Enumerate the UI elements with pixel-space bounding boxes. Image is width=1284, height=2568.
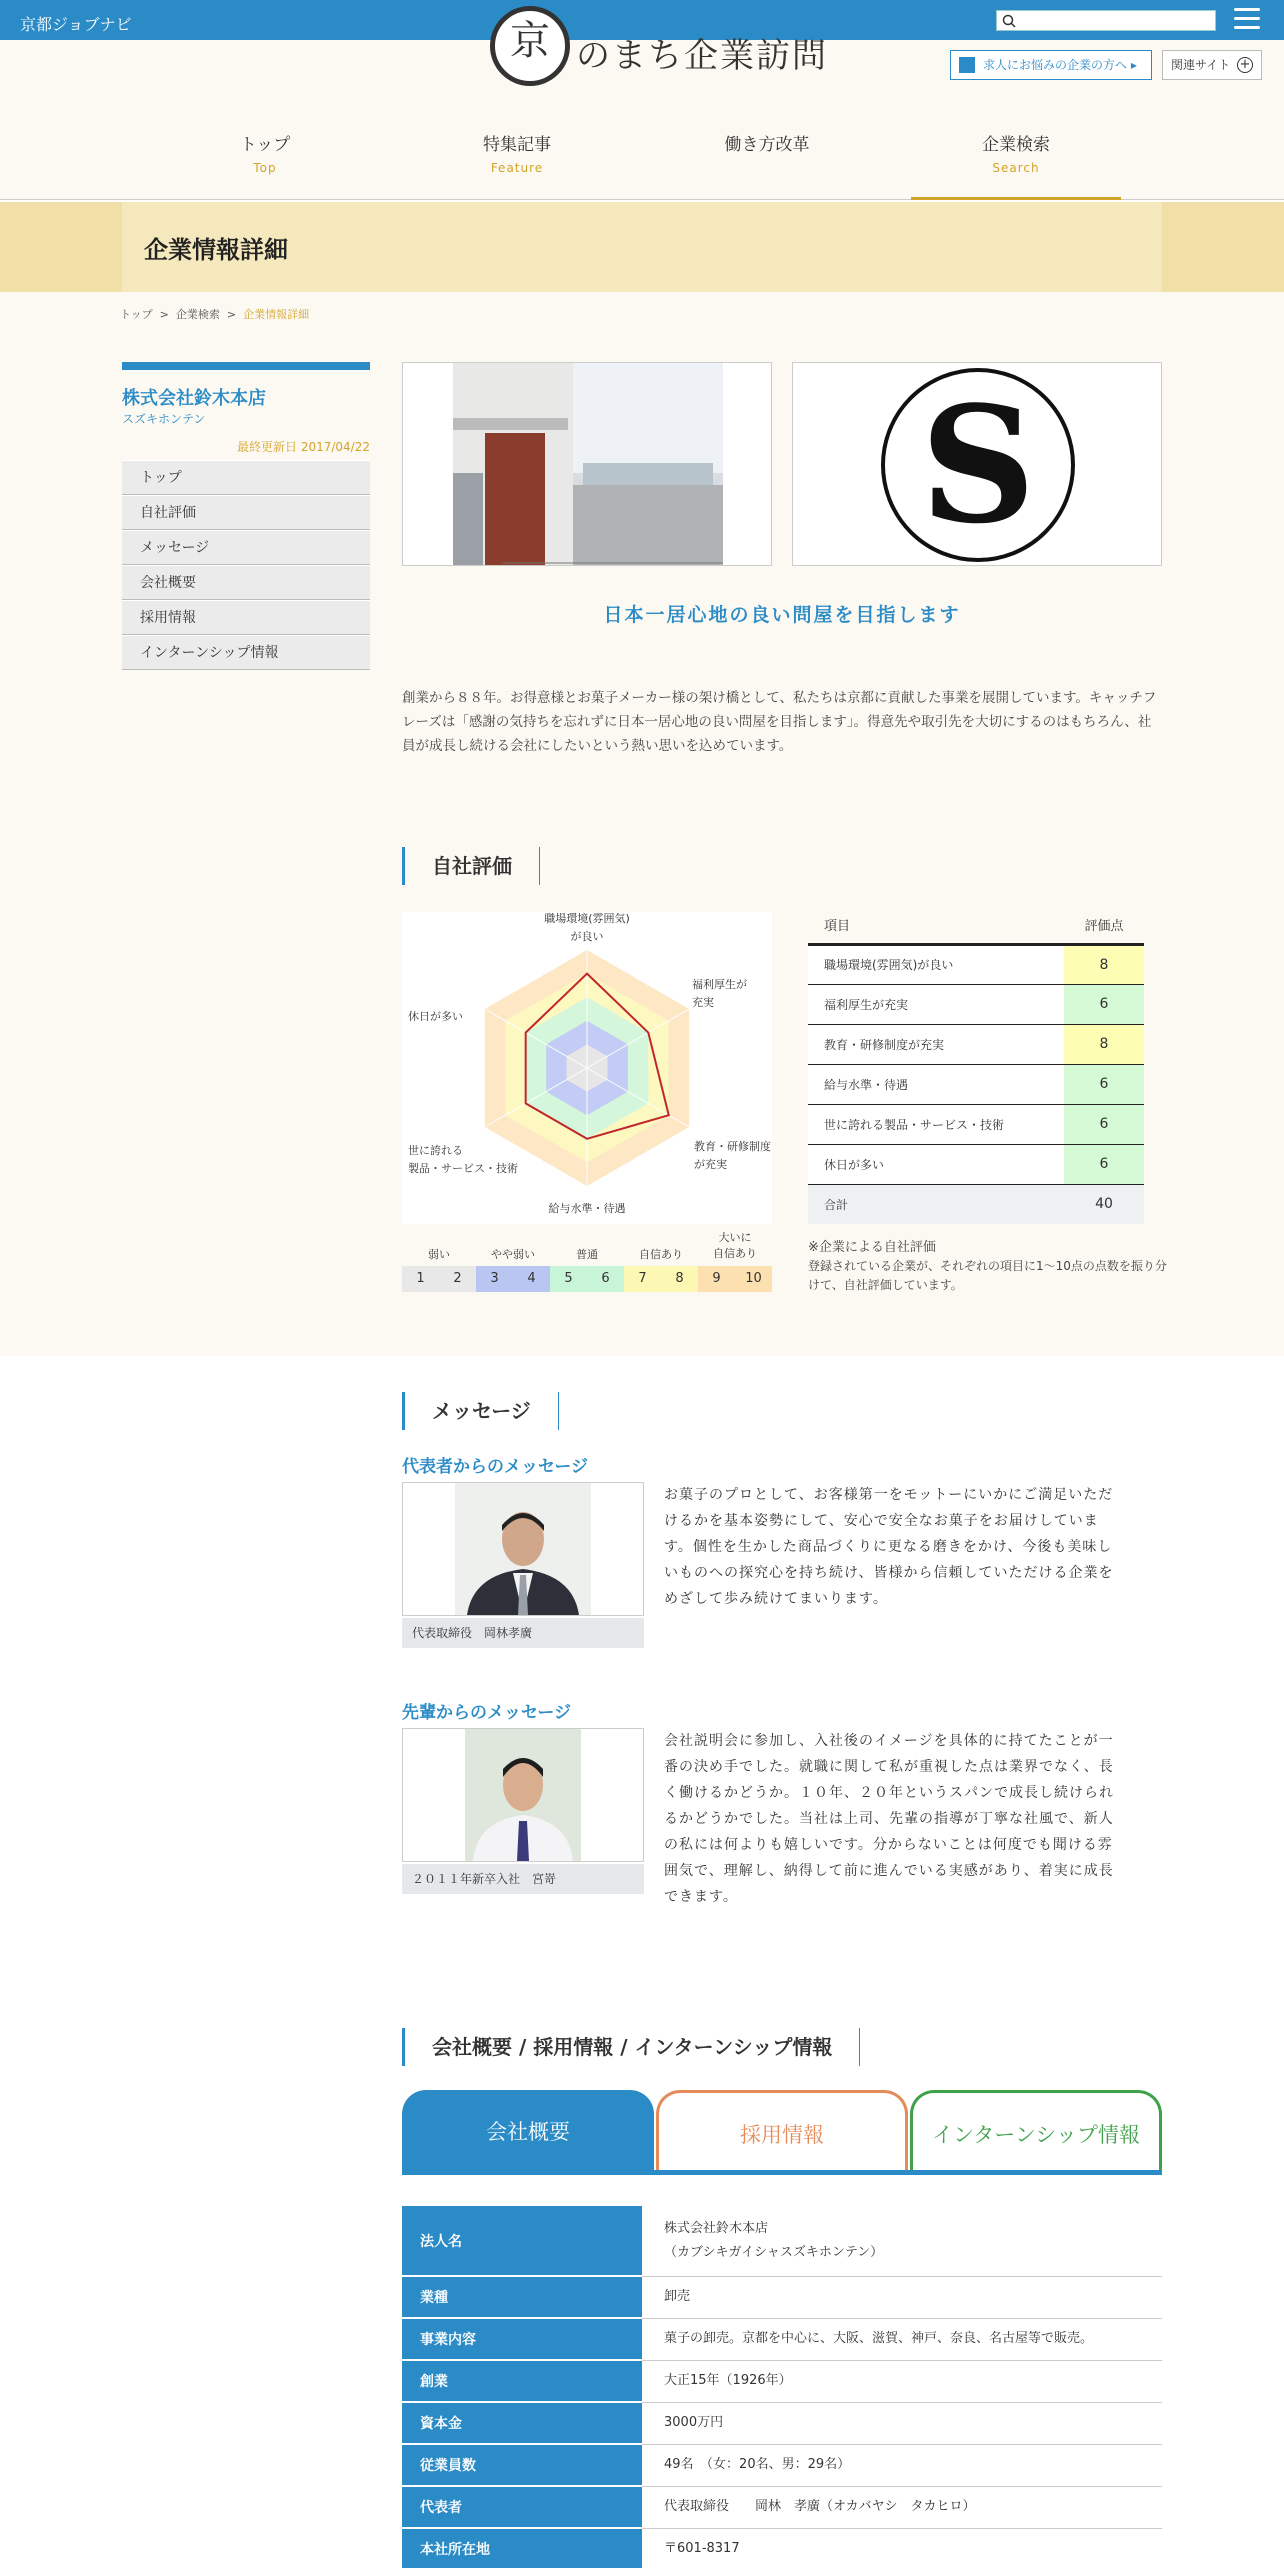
page-title: 企業情報詳細 [144, 236, 288, 264]
evaluation-score: 8 [1064, 944, 1144, 984]
nav-sublabel: Feature [490, 161, 544, 175]
tab-underline [402, 2170, 1162, 2175]
breadcrumb-home-link[interactable]: トップ [120, 308, 153, 321]
search-input[interactable] [996, 10, 1216, 31]
related-button-label: 関連サイト [1171, 58, 1231, 72]
scale-number: 5 [550, 1266, 587, 1292]
company-building-photo [402, 362, 772, 566]
scale-number: 6 [587, 1266, 624, 1292]
sidebar-item-evaluation[interactable]: 自社評価 [122, 495, 370, 530]
catchphrase: 日本一居心地の良い問屋を目指します [603, 604, 961, 626]
radar-axis-label: 教育・研修制度が充実 [694, 1140, 771, 1171]
related-sites-button[interactable] [1162, 50, 1262, 80]
person-photo-icon [403, 1483, 643, 1615]
info-row [402, 2444, 1162, 2486]
info-value: 株式会社鈴木本店 （カブシキガイシャスズキホンテン） [642, 2206, 1162, 2276]
scale-number: 3 [476, 1266, 513, 1292]
info-label: 本社所在地 [402, 2528, 642, 2568]
evaluation-item: 職場環境(雰囲気)が良い [808, 944, 1064, 984]
evaluation-row [808, 1064, 1144, 1104]
nav-sublabel: Search [992, 161, 1040, 175]
radar-axis-label: 世に誇れる製品・サービス・技術 [408, 1144, 518, 1175]
intro-text: 創業から８８年。お得意様とお菓子メーカー様の架け橋として、私たちは京都に貢献した事業を展開しています。キャッチフレーズは「感謝の気持ちを忘れずに日本一居心地の良い問屋を目指します」。得意先や取引先を大切にするのはもちろん、社員が成長し続ける会社にしたいという熱い思いを込めています。 [402, 690, 1157, 754]
sidebar-item-recruit[interactable]: 採用情報 [122, 600, 370, 635]
updated-label: 最終更新日 [236, 440, 297, 454]
company-logo-image [792, 362, 1162, 566]
president-message-text: お菓子のプロとして、お客様第一をモットーにいかにご満足いただけるかを基本姿勢にして、安心で安全なお菓子をお届けしています。個性を生かした商品づくりに更なる磨きをかけ、今後も美味しいものへの探究心を持ち続け、皆様から信頼していただける企業をめざして歩み続けてまいります。 [664, 1487, 1114, 1607]
recruit-button-label: 求人にお悩みの企業の方へ ▸ [983, 58, 1137, 72]
section-heading-message: メッセージ [402, 1392, 559, 1430]
svg-text:S: S [920, 371, 1036, 559]
evaluation-score: 6 [1064, 1144, 1144, 1184]
nav-label: 特集記事 [483, 135, 551, 155]
s-logo-icon [793, 363, 1162, 566]
scale-label: やや弱い [491, 1248, 535, 1261]
evaluation-score: 6 [1064, 1064, 1144, 1104]
president-photo [402, 1482, 644, 1616]
scale-number: 1 [402, 1266, 439, 1292]
sidebar-accent [122, 362, 370, 370]
note-body: 登録されている企業が、それぞれの項目に1〜10点の点数を振り分けて、自社評価しています。 [808, 1259, 1167, 1292]
info-value: 代表取締役 岡林 孝廣（オカバヤシ タカヒロ） [642, 2486, 1162, 2528]
scale-label: 大いに 自信あり [713, 1231, 757, 1260]
info-row [402, 2528, 1162, 2568]
tab-recruit[interactable]: 採用情報 [656, 2090, 908, 2174]
president-caption: 代表取締役 岡林孝廣 [402, 1618, 644, 1648]
evaluation-row [808, 1104, 1144, 1144]
breadcrumb-search-link[interactable]: 企業検索 [175, 308, 220, 321]
info-value: 3000万円 [642, 2402, 1162, 2444]
score-scale [402, 1231, 772, 1292]
person-photo-icon [403, 1729, 643, 1861]
scale-number: 4 [513, 1266, 550, 1292]
search-icon [1002, 14, 1016, 28]
president-message-title: 代表者からのメッセージ [402, 1457, 588, 1477]
sidebar-item-overview[interactable]: 会社概要 [122, 565, 370, 600]
info-label: 事業内容 [402, 2318, 642, 2360]
info-label: 創業 [402, 2360, 642, 2402]
senior-photo [402, 1728, 644, 1862]
info-label: 業種 [402, 2276, 642, 2318]
info-label: 法人名 [402, 2206, 642, 2276]
last-updated [122, 438, 370, 455]
tab-overview[interactable]: 会社概要 [402, 2090, 654, 2174]
building-illustration [403, 363, 772, 566]
sidebar-menu [122, 460, 370, 670]
evaluation-item: 教育・研修制度が充実 [808, 1024, 1064, 1064]
evaluation-item: 福利厚生が充実 [808, 984, 1064, 1024]
document-icon [959, 57, 975, 73]
total-score: 40 [1064, 1184, 1144, 1224]
sidebar-item-message[interactable]: メッセージ [122, 530, 370, 565]
info-value: 卸売 [642, 2276, 1162, 2318]
section-heading-evaluation: 自社評価 [402, 847, 540, 885]
breadcrumb-current: 企業情報詳細 [243, 308, 310, 321]
site-name-link[interactable]: 京都ジョブナビ [20, 15, 132, 34]
company-name: 株式会社鈴木本店 [122, 388, 266, 409]
sidebar-item-internship[interactable]: インターンシップ情報 [122, 635, 370, 670]
info-label: 代表者 [402, 2486, 642, 2528]
evaluation-row [808, 984, 1144, 1024]
scale-number: 8 [661, 1266, 698, 1292]
scale-number: 7 [624, 1266, 661, 1292]
senior-message-text: 会社説明会に参加し、入社後のイメージを具体的に持てたことが一番の決め手でした。就職に関して私が重視した点は業界でなく、長く働けるかどうか。１０年、２０年というスパンで成長し続けられるかどうかでした。当社は上司、先輩の指導が丁寧な社風で、新人の私には何よりも嬉しいです。分からないことは何度でも聞ける雰囲気で、理解し、納得して前に進んでいる実感があり、着実に成長できます。 [664, 1733, 1114, 1905]
radar-chart [402, 912, 772, 1224]
nav-sublabel: Top [253, 161, 277, 175]
info-value: 大正15年（1926年） [642, 2360, 1162, 2402]
scale-label: 弱い [428, 1248, 450, 1261]
sidebar-item-top[interactable]: トップ [122, 460, 370, 495]
logo-text: のまち企業訪問 [576, 36, 828, 76]
info-row [402, 2486, 1162, 2528]
nav-label: 企業検索 [982, 135, 1050, 155]
info-label: 資本金 [402, 2402, 642, 2444]
radar-chart-svg [402, 912, 772, 1224]
evaluation-score: 6 [1064, 1104, 1144, 1144]
evaluation-score: 6 [1064, 984, 1144, 1024]
scale-numbers [402, 1266, 772, 1292]
evaluation-item: 世に誇れる製品・サービス・技術 [808, 1104, 1064, 1144]
company-info-table [402, 2206, 1162, 2568]
info-value: 49名 （女：20名、男：29名） [642, 2444, 1162, 2486]
senior-caption: ２０１１年新卒入社 宮嵜 [402, 1864, 644, 1894]
recruit-companies-button[interactable] [950, 50, 1152, 80]
info-row [402, 2402, 1162, 2444]
breadcrumb-separator: > [159, 308, 169, 321]
evaluation-table [808, 906, 1144, 1224]
plus-icon: + [1237, 57, 1253, 73]
evaluation-note [808, 1238, 1168, 1295]
nav-feature[interactable] [412, 130, 622, 200]
info-value: 菓子の卸売。京都を中心に、大阪、滋賀、神戸、奈良、名古屋等で販売。 [642, 2318, 1162, 2360]
radar-axis-label: 給与水準・待遇 [548, 1202, 626, 1215]
evaluation-row [808, 1024, 1144, 1064]
radar-axis-label: 福利厚生が充実 [692, 978, 747, 1009]
info-label: 従業員数 [402, 2444, 642, 2486]
nav-label: 働き方改革 [724, 135, 810, 155]
evaluation-row [808, 1144, 1144, 1184]
col-header-score: 評価点 [1064, 906, 1144, 944]
scale-number: 10 [735, 1266, 772, 1292]
evaluation-score: 8 [1064, 1024, 1144, 1064]
note-title: ※企業による自社評価 [808, 1240, 936, 1255]
scale-number: 9 [698, 1266, 735, 1292]
updated-date: 2017/04/22 [300, 440, 370, 454]
logo[interactable] [490, 6, 828, 102]
company-kana: スズキホンテン [122, 412, 206, 426]
info-row [402, 2360, 1162, 2402]
evaluation-total-row [808, 1184, 1144, 1224]
logo-char: 京 [510, 18, 550, 64]
nav-top[interactable] [160, 130, 370, 200]
info-value: 〒601-8317 [642, 2528, 1162, 2568]
senior-message-title: 先輩からのメッセージ [402, 1703, 571, 1723]
total-label: 合計 [808, 1184, 1064, 1224]
nav-search[interactable] [911, 130, 1121, 200]
evaluation-row [808, 944, 1144, 984]
scale-label: 自信あり [639, 1248, 683, 1261]
radar-axis-label: 休日が多い [408, 1010, 463, 1023]
info-row [402, 2318, 1162, 2360]
nav-label: トップ [239, 135, 291, 155]
breadcrumb-separator: > [226, 308, 237, 321]
evaluation-item: 給与水準・待遇 [808, 1064, 1064, 1104]
section-heading-overview: 会社概要 / 採用情報 / インターンシップ情報 [402, 2028, 860, 2066]
hamburger-menu-icon[interactable] [1234, 8, 1260, 30]
evaluation-item: 休日が多い [808, 1144, 1064, 1184]
info-row [402, 2276, 1162, 2318]
tab-internship[interactable]: インターンシップ情報 [910, 2090, 1162, 2174]
col-header-item: 項目 [808, 906, 1064, 944]
radar-axis-label: 職場環境(雰囲気)が良い [544, 912, 630, 943]
scale-label: 普通 [576, 1248, 598, 1261]
nav-workstyle[interactable] [662, 130, 872, 200]
scale-number: 2 [439, 1266, 476, 1292]
breadcrumb [120, 306, 309, 322]
info-row [402, 2206, 1162, 2276]
